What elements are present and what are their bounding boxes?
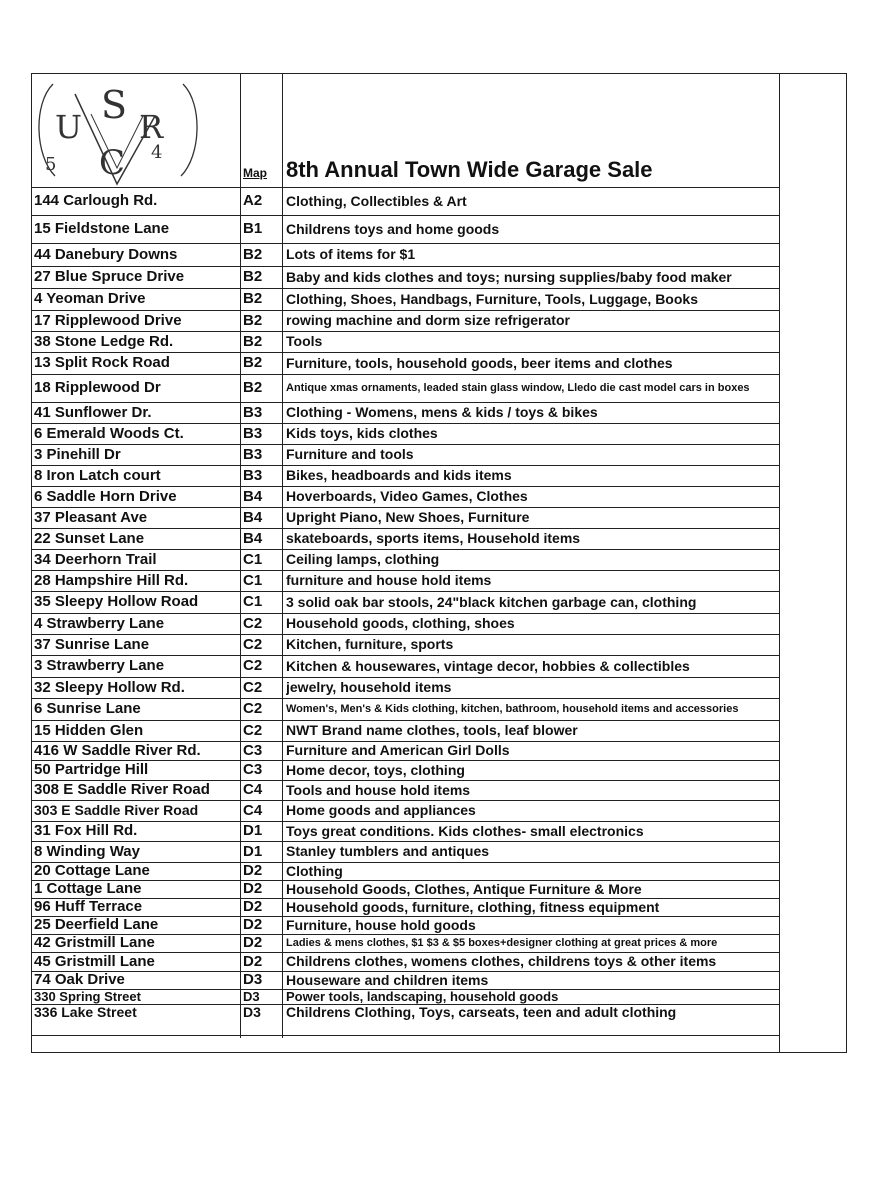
usr-logo — [33, 76, 213, 186]
row-address: 37 Sunrise Lane — [34, 636, 150, 653]
row-items: jewelry, household items — [286, 679, 452, 695]
row-items: Clothing, Shoes, Handbags, Furniture, Tools, Luggage, Books — [286, 291, 698, 307]
row-map-grid: D3 — [243, 971, 263, 988]
row-address: 22 Sunset Lane — [34, 530, 145, 547]
row-map-grid: D2 — [243, 916, 263, 933]
map-column-header: Map — [243, 166, 267, 180]
row-address: 74 Oak Drive — [34, 971, 125, 988]
row-address: 308 E Saddle River Road — [34, 781, 210, 798]
row-map-grid: C2 — [243, 636, 263, 653]
row-items: Ceiling lamps, clothing — [286, 551, 440, 567]
row-address: 34 Deerhorn Trail — [34, 551, 157, 568]
row-address: 6 Emerald Woods Ct. — [34, 425, 184, 442]
row-address: 25 Deerfield Lane — [34, 916, 159, 933]
row-items: Bikes, headboards and kids items — [286, 467, 512, 483]
row-address: 13 Split Rock Road — [34, 354, 170, 371]
row-address: 8 Iron Latch court — [34, 467, 161, 484]
row-items: Clothing, Collectibles & Art — [286, 193, 467, 209]
row-map-grid: B2 — [243, 333, 263, 350]
row-address: 50 Partridge Hill — [34, 761, 149, 778]
row-items: Power tools, landscaping, household goods — [286, 989, 559, 1004]
row-map-grid: C1 — [243, 551, 263, 568]
row-map-grid: D2 — [243, 934, 263, 951]
logo-digit-4: 4 — [151, 142, 163, 163]
row-items: Furniture, tools, household goods, beer items and clothes — [286, 355, 673, 371]
header-divider — [31, 187, 779, 188]
row-map-grid: B2 — [243, 354, 263, 371]
row-items: Home decor, toys, clothing — [286, 762, 465, 778]
logo-letter-c: C — [99, 143, 126, 183]
row-map-grid: D2 — [243, 880, 263, 897]
row-map-grid: C4 — [243, 802, 263, 819]
row-address: 38 Stone Ledge Rd. — [34, 333, 174, 350]
row-address: 4 Strawberry Lane — [34, 615, 165, 632]
row-items: Furniture and tools — [286, 446, 414, 462]
row-map-grid: B2 — [243, 290, 263, 307]
row-items: skateboards, sports items, Household items — [286, 530, 581, 546]
row-address: 1 Cottage Lane — [34, 880, 142, 897]
row-items: Home goods and appliances — [286, 802, 476, 818]
row-map-grid: D1 — [243, 843, 263, 860]
column-divider-items-blank — [779, 73, 780, 1053]
row-address: 416 W Saddle River Rd. — [34, 742, 201, 759]
row-map-grid: D1 — [243, 822, 263, 839]
row-map-grid: C2 — [243, 722, 263, 739]
row-address: 15 Hidden Glen — [34, 722, 144, 739]
row-map-grid: D3 — [243, 989, 260, 1004]
row-map-grid: D2 — [243, 862, 263, 879]
row-items: Furniture and American Girl Dolls — [286, 742, 510, 758]
row-map-grid: C1 — [243, 593, 263, 610]
row-address: 15 Fieldstone Lane — [34, 220, 170, 237]
row-items: Tools — [286, 333, 323, 349]
row-items: Hoverboards, Video Games, Clothes — [286, 488, 528, 504]
row-items: Ladies & mens clothes, $1 $3 & $5 boxes+designer clothing at great prices & more — [286, 937, 718, 949]
row-address: 37 Pleasant Ave — [34, 509, 148, 526]
row-map-grid: C2 — [243, 700, 263, 717]
row-items: Baby and kids clothes and toys; nursing supplies/baby food maker — [286, 269, 732, 285]
row-items: Furniture, house hold goods — [286, 917, 476, 933]
row-items: Tools and house hold items — [286, 782, 471, 798]
row-address: 32 Sleepy Hollow Rd. — [34, 679, 185, 696]
row-address: 31 Fox Hill Rd. — [34, 822, 138, 839]
row-items: Household goods, furniture, clothing, fitness equipment — [286, 899, 660, 915]
row-items: Childrens toys and home goods — [286, 221, 500, 237]
row-items: 3 solid oak bar stools, 24"black kitchen garbage can, clothing — [286, 594, 697, 610]
row-map-grid: B2 — [243, 312, 263, 329]
row-address: 44 Danebury Downs — [34, 246, 178, 263]
row-address: 303 E Saddle River Road — [34, 802, 199, 818]
row-address: 17 Ripplewood Drive — [34, 312, 182, 329]
row-address: 3 Pinehill Dr — [34, 446, 121, 463]
row-address: 6 Sunrise Lane — [34, 700, 141, 717]
row-address: 3 Strawberry Lane — [34, 657, 165, 674]
row-address: 18 Ripplewood Dr — [34, 379, 161, 396]
row-items: Upright Piano, New Shoes, Furniture — [286, 509, 530, 525]
row-map-grid: C4 — [243, 781, 263, 798]
row-items: Childrens Clothing, Toys, carseats, teen and adult clothing — [286, 1004, 677, 1020]
row-items: Antique xmas ornaments, leaded stain glass window, Lledo die cast model cars in boxes — [286, 382, 750, 394]
row-items: Women's, Men's & Kids clothing, kitchen, bathroom, household items and accessories — [286, 703, 739, 715]
row-map-grid: C2 — [243, 615, 263, 632]
row-map-grid: B4 — [243, 530, 263, 547]
row-address: 336 Lake Street — [34, 1004, 137, 1020]
row-address: 28 Hampshire Hill Rd. — [34, 572, 189, 589]
row-map-grid: C3 — [243, 761, 263, 778]
logo-letter-r: R — [139, 108, 164, 146]
row-items: NWT Brand name clothes, tools, leaf blower — [286, 722, 578, 738]
row-items: Kids toys, kids clothes — [286, 425, 438, 441]
row-map-grid: B1 — [243, 220, 263, 237]
row-map-grid: C1 — [243, 572, 263, 589]
row-address: 42 Gristmill Lane — [34, 934, 155, 951]
row-map-grid: C2 — [243, 657, 263, 674]
logo-digit-5: 5 — [45, 154, 57, 175]
logo-letter-u: U — [55, 108, 82, 146]
row-address: 6 Saddle Horn Drive — [34, 488, 177, 505]
row-address: 330 Spring Street — [34, 989, 141, 1004]
row-address: 41 Sunflower Dr. — [34, 404, 152, 421]
row-address: 35 Sleepy Hollow Road — [34, 593, 199, 610]
table-bottom-rule — [31, 1035, 779, 1036]
row-address: 45 Gristmill Lane — [34, 953, 155, 970]
row-map-grid: A2 — [243, 192, 263, 209]
row-items: rowing machine and dorm size refrigerator — [286, 312, 570, 328]
row-address: 20 Cottage Lane — [34, 862, 150, 879]
row-items: Clothing — [286, 863, 343, 879]
row-address: 8 Winding Way — [34, 843, 140, 860]
page-title: 8th Annual Town Wide Garage Sale — [286, 157, 653, 182]
row-items: Toys great conditions. Kids clothes- small electronics — [286, 823, 644, 839]
row-address: 144 Carlough Rd. — [34, 192, 158, 209]
row-items: Kitchen, furniture, sports — [286, 636, 454, 652]
row-map-grid: D2 — [243, 953, 263, 970]
row-items: Childrens clothes, womens clothes, childrens toys & other items — [286, 953, 717, 969]
row-map-grid: B2 — [243, 379, 263, 396]
row-map-grid: B4 — [243, 509, 263, 526]
column-divider-address-map — [240, 73, 241, 1038]
row-map-grid: C3 — [243, 742, 263, 759]
row-address: 96 Huff Terrace — [34, 898, 143, 915]
row-items: Kitchen & housewares, vintage decor, hobbies & collectibles — [286, 658, 690, 674]
row-items: Houseware and children items — [286, 972, 489, 988]
row-map-grid: B3 — [243, 467, 263, 484]
row-map-grid: B3 — [243, 425, 263, 442]
row-map-grid: B2 — [243, 268, 263, 285]
row-map-grid: C2 — [243, 679, 263, 696]
logo-letter-s: S — [101, 83, 128, 127]
row-address: 4 Yeoman Drive — [34, 290, 146, 307]
row-items: Household goods, clothing, shoes — [286, 615, 515, 631]
row-items: furniture and house hold items — [286, 572, 492, 588]
column-divider-map-items — [282, 73, 283, 1038]
row-map-grid: B2 — [243, 246, 263, 263]
row-items: Household Goods, Clothes, Antique Furniture & More — [286, 881, 642, 897]
row-address: 27 Blue Spruce Drive — [34, 268, 185, 285]
row-map-grid: B4 — [243, 488, 263, 505]
row-map-grid: D2 — [243, 898, 263, 915]
row-map-grid: B3 — [243, 446, 263, 463]
row-items: Lots of items for $1 — [286, 246, 416, 262]
row-items: Stanley tumblers and antiques — [286, 843, 490, 859]
row-map-grid: D3 — [243, 1004, 261, 1020]
row-map-grid: B3 — [243, 404, 263, 421]
row-items: Clothing - Womens, mens & kids / toys & bikes — [286, 404, 598, 420]
